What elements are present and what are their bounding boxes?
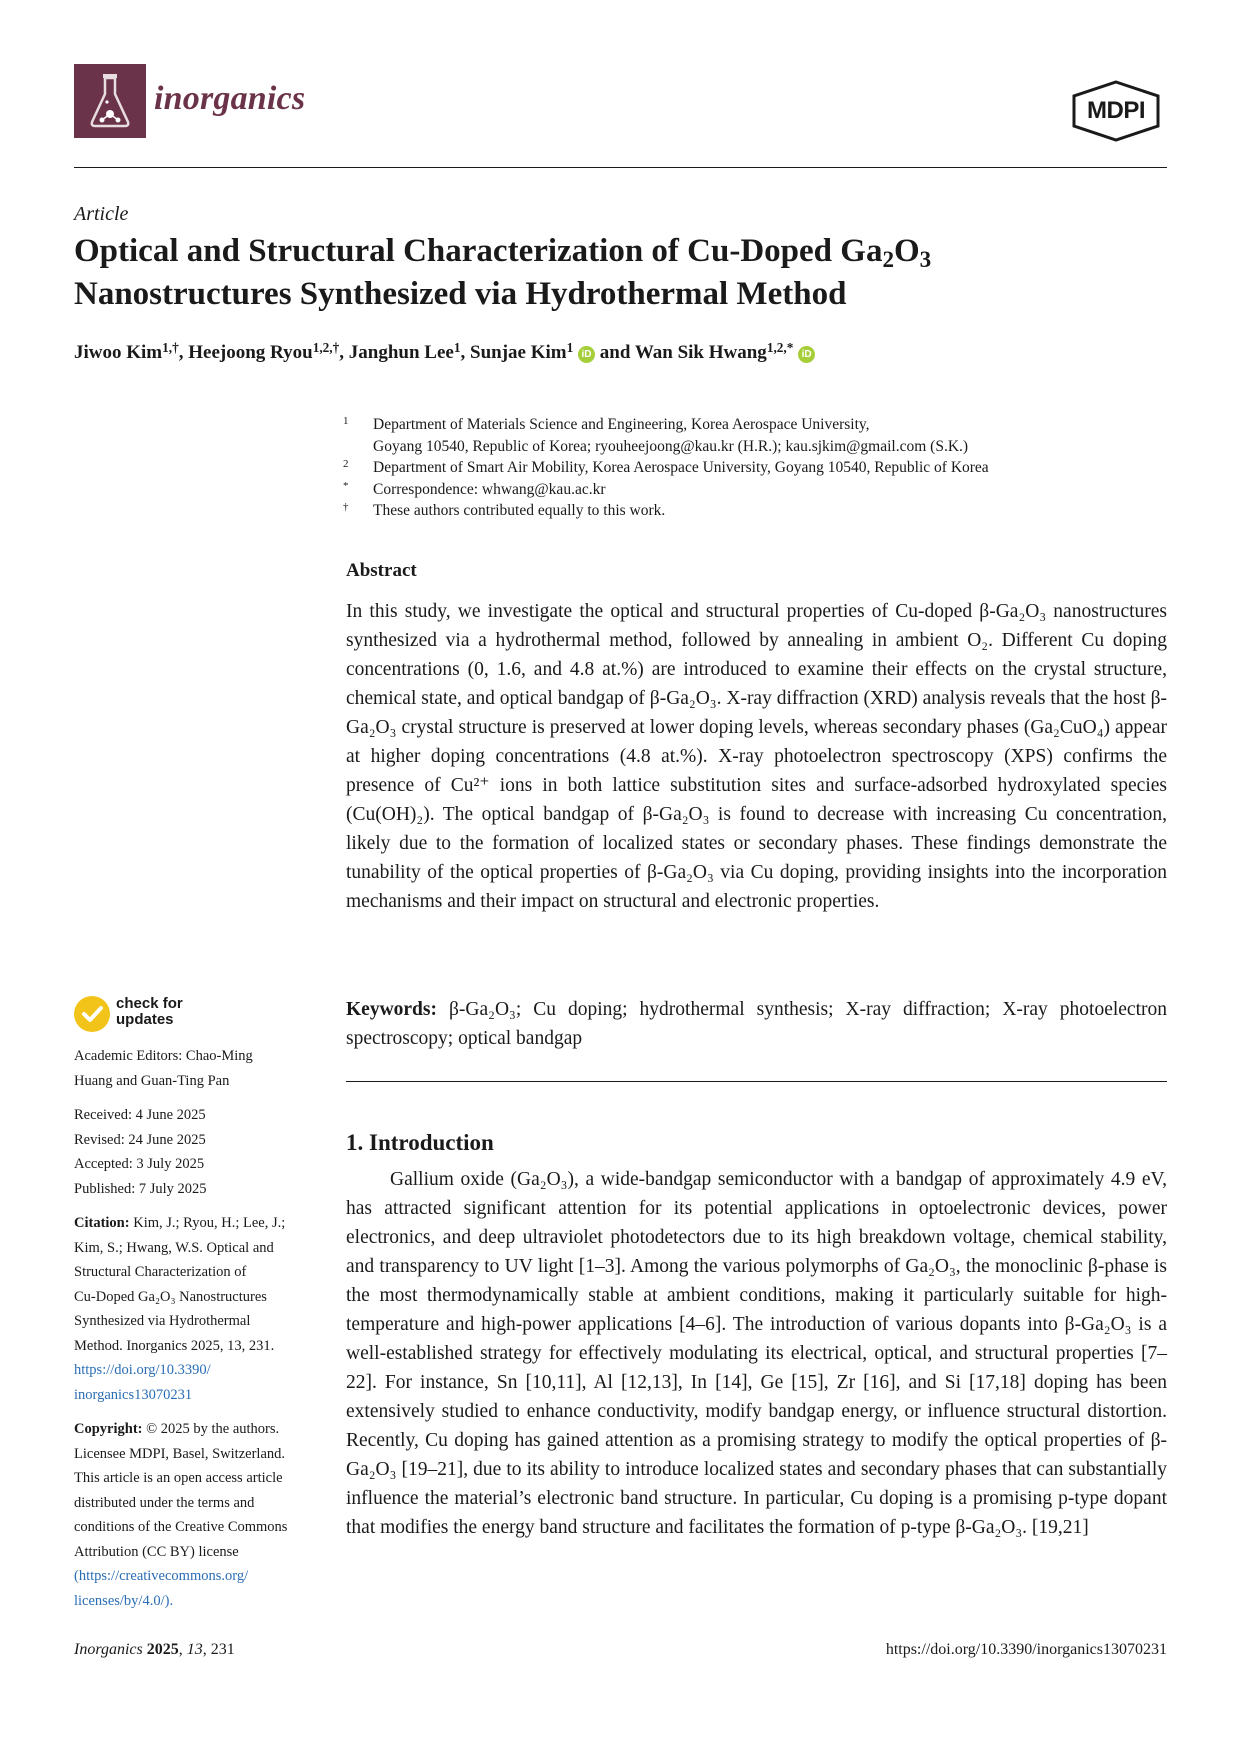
- author-name[interactable]: Heejoong Ryou: [188, 342, 313, 363]
- copyright-line: Licensee MDPI, Basel, Switzerland.: [74, 1445, 286, 1462]
- check-for-updates-button[interactable]: [74, 996, 274, 1040]
- affiliation-item: [343, 414, 1167, 457]
- affiliation-item: [343, 457, 1167, 479]
- copyright-line: conditions of the Creative Commons: [74, 1519, 288, 1535]
- author-name[interactable]: Sunjae Kim: [470, 342, 567, 363]
- citation-doi-link[interactable]: inorganics13070231: [74, 1386, 193, 1403]
- author-affiliation: 1,2,†: [312, 340, 340, 356]
- title-subscript-2: 2: [882, 245, 894, 272]
- editors-line: Academic Editors: Chao-Ming: [74, 1048, 253, 1064]
- title-subscript-3: 3: [919, 245, 932, 272]
- orcid-icon[interactable]: iD: [798, 346, 815, 363]
- author-list: [74, 342, 815, 364]
- flask-icon: [74, 64, 146, 138]
- license-link[interactable]: licenses/by/4.0/).: [74, 1592, 174, 1609]
- keywords-text: β-Ga₂O₃; Cu doping; hydrothermal synthesis; X-ray diffraction; X-ray photoelectron spectroscopy; optical bandgap: [346, 999, 1168, 1049]
- citation-line: Structural Characterization of: [74, 1264, 247, 1280]
- academic-editors: [74, 1044, 322, 1093]
- affiliations: [343, 414, 1167, 522]
- copyright-label: Copyright:: [74, 1421, 143, 1437]
- citation-label: Citation:: [74, 1215, 130, 1231]
- affiliation-item: [343, 479, 1167, 501]
- footer-page: 231: [210, 1641, 235, 1658]
- affiliation-marker: *: [343, 479, 349, 492]
- paper-title: [74, 230, 1167, 316]
- footer-doi-link[interactable]: https://doi.org/10.3390/inorganics13070231: [885, 1641, 1167, 1658]
- affiliation-marker: 2: [343, 458, 349, 470]
- author-separator: ,: [460, 342, 470, 363]
- title-line1-text: Optical and Structural Characterization of Cu-Doped Ga: [74, 233, 883, 269]
- copyright-line: Attribution (CC BY) license: [74, 1543, 239, 1560]
- equal-contribution-note: These authors contributed equally to this work.: [373, 502, 666, 519]
- check-updates-line: updates: [116, 1011, 174, 1028]
- introduction-text: Gallium oxide (Ga₂O₃), a wide-bandgap semiconductor with a bandgap of approximately 4.9 eV, has attracted significant attention for its potential applications in optoelectronic devices, power electronics, and deep ultraviolet photodetectors due to its high breakdown voltage, chemical stability, and transparency to UV light [1–3]. Among the various polymorphs of Ga₂O₃, the monoclinic β-phase is the most thermodynamically stable at ambient conditions, making it particularly suitable for high-temperature and high-power applications [4–6]. The introduction of various dopants into β-Ga₂O₃ is a well-established strategy for effectively modulating its electrical, optical, and structural properties [7–22]. For instance, Sn [10,11], Al [12,13], In [14], Ge [15], Zr [16], and Si [17,18] doping has been extensively studied to enhance conductivity, modify bandgap energy, or influence structural distortion. Recently, Cu doping has gained attention as a promising strategy to modify the optical properties of β-Ga₂O₃ [19–21], due to its ability to introduce localized states and secondary phases that can substantially influence the material’s electronic band structure. In particular, Cu doping is a promising p-type dopant that modifies the energy band structure and facilitates the formation of p-type β-Ga₂O₃. [19,21]: [346, 1169, 1167, 1538]
- publisher-logo[interactable]: [1066, 80, 1166, 142]
- journal-name: inorganics: [154, 80, 306, 117]
- affiliation-marker: †: [343, 501, 349, 513]
- author-name[interactable]: Jiwoo Kim: [74, 342, 163, 363]
- check-updates-label: [116, 996, 183, 1028]
- copyright: [74, 1417, 322, 1613]
- affiliation-line: Department of Smart Air Mobility, Korea Aerospace University, Goyang 10540, Republic of Korea: [373, 459, 989, 476]
- citation-line: Synthesized via Hydrothermal: [74, 1313, 251, 1329]
- citation-line: Kim, S.; Hwang, W.S. Optical and: [74, 1239, 274, 1256]
- title-oxygen: O: [894, 233, 920, 269]
- author-separator: and: [595, 342, 635, 363]
- affiliation-line: Goyang 10540, Republic of Korea; ryouheejoong@kau.kr (H.R.); kau.sjkim@gmail.com (S.K.): [373, 437, 969, 455]
- abstract-text: In this study, we investigate the optical and structural properties of Cu-doped β-Ga₂O₃ nanostructures synthesized via a hydrothermal method, followed by annealing in ambient O₂. Different Cu doping concentrations (0, 1.6, and 4.8 at.%) are introduced to examine their effects on the crystal structure, chemical state, and optical bandgap of β-Ga₂O₃. X-ray diffraction (XRD) analysis reveals that the host β-Ga₂O₃ crystal structure is preserved at lower doping levels, whereas secondary phases (Ga₂CuO₄) appear at higher doping concentrations (4.8 at.%). X-ray photoelectron spectroscopy (XPS) confirms the presence of Cu²⁺ ions in both lattice substitution sites and surface-adsorbed hydroxylated species (Cu(OH)₂). The optical bandgap of β-Ga₂O₃ is found to decrease with increasing Cu concentration, likely due to the formation of localized states or secondary phases. These findings demonstrate the tunability of the optical properties of β-Ga₂O₃ via Cu doping, providing insights into the incorporation mechanisms and their impact on structural and electronic properties.: [346, 601, 1167, 912]
- footer-year: 2025: [146, 1641, 179, 1658]
- affiliation-line: Department of Materials Science and Engineering, Korea Aerospace University,: [373, 416, 870, 433]
- received-date: Received: 4 June 2025: [74, 1107, 206, 1123]
- publication-dates: [74, 1103, 322, 1201]
- citation-line: Method. Inorganics 2025, 13, 231.: [74, 1337, 275, 1354]
- accepted-date: Accepted: 3 July 2025: [74, 1156, 205, 1172]
- author-name[interactable]: Janghun Lee: [348, 342, 454, 363]
- published-date: Published: 7 July 2025: [74, 1180, 207, 1197]
- author-affiliation: 1,†: [162, 340, 179, 356]
- revised-date: Revised: 24 June 2025: [74, 1131, 206, 1148]
- editors-line: Huang and Guan-Ting Pan: [74, 1072, 230, 1089]
- footer-volume: 13: [186, 1641, 203, 1658]
- article-type: Article: [74, 203, 129, 225]
- abstract-heading: Abstract: [346, 560, 417, 581]
- author-affiliation: 1: [453, 340, 461, 356]
- header-divider: [74, 167, 1167, 168]
- citation-doi-link[interactable]: https://doi.org/10.3390/: [74, 1362, 211, 1378]
- title-line2-text: Nanostructures Synthesized via Hydrothermal Method: [74, 276, 847, 312]
- affiliation-item: [343, 500, 1167, 522]
- article-info-sidebar: [74, 1044, 322, 1623]
- check-updates-line: check for: [116, 995, 183, 1012]
- footer-journal: Inorganics: [74, 1641, 143, 1658]
- keywords-label: Keywords:: [346, 999, 437, 1020]
- copyright-line: distributed under the terms and: [74, 1494, 255, 1511]
- publisher-name: MDPI: [1087, 97, 1145, 124]
- checkmark-icon: [74, 996, 110, 1032]
- citation-line: Kim, J.; Ryou, H.; Lee, J.;: [133, 1215, 286, 1231]
- affiliation-marker: 1: [343, 415, 349, 427]
- citation: [74, 1211, 322, 1407]
- copyright-line: This article is an open access article: [74, 1470, 283, 1486]
- license-link[interactable]: (https://creativecommons.org/: [74, 1568, 249, 1584]
- footer-citation: Inorganics 2025, 13, 231: [74, 1641, 235, 1658]
- correspondence-line: Correspondence: whwang@kau.ac.kr: [373, 480, 606, 498]
- orcid-icon[interactable]: iD: [578, 346, 595, 363]
- author-name[interactable]: Wan Sik Hwang: [634, 342, 767, 363]
- author-separator: ,: [178, 342, 189, 363]
- author-separator: ,: [339, 342, 349, 363]
- citation-line: Cu-Doped Ga₂O₃ Nanostructures: [74, 1288, 267, 1305]
- author-affiliation: 1,2,*: [766, 340, 794, 356]
- author-affiliation: 1: [566, 340, 574, 356]
- keywords: [346, 995, 1167, 1053]
- journal-logo: [74, 64, 146, 138]
- section-heading-introduction: 1. Introduction: [346, 1130, 494, 1155]
- copyright-line: © 2025 by the authors.: [146, 1421, 280, 1437]
- abstract-divider: [346, 1081, 1167, 1082]
